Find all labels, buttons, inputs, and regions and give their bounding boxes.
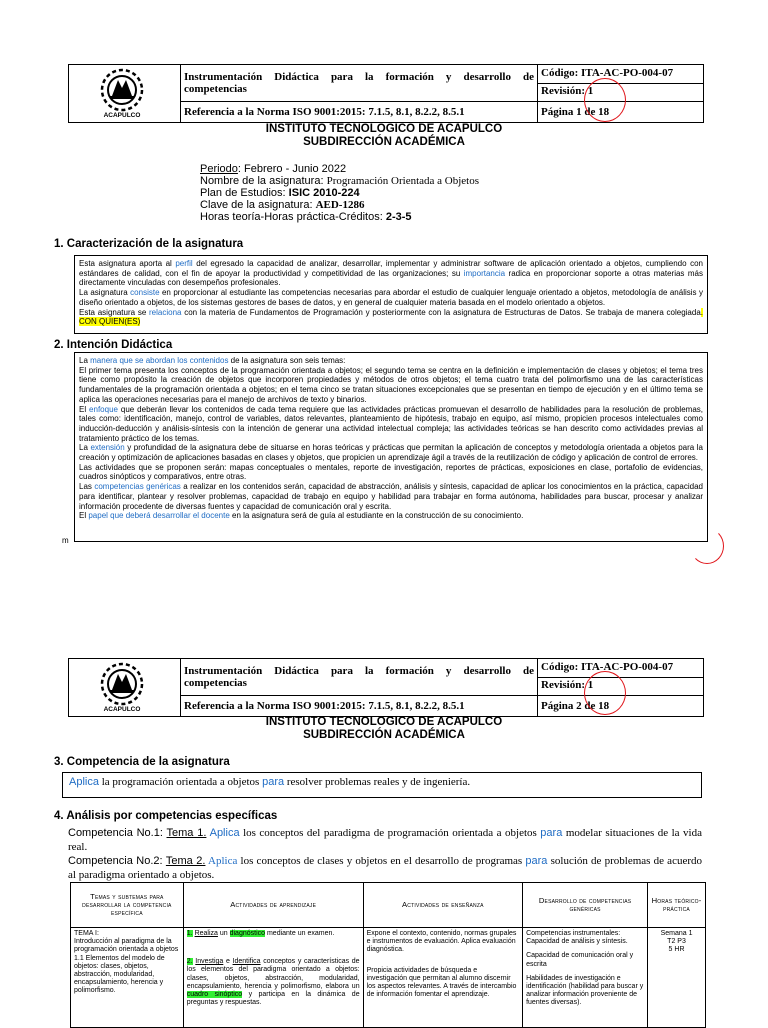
key-label: Clave de la asignatura: xyxy=(200,199,316,211)
competence-text-end: resolver problemas reales y de ingeniería. xyxy=(284,776,471,788)
intent-paragraph-3: El enfoque que deberán llevar los contenidos de cada tema requiere que las actividades prácticas promuevan el desarrollo de habilidades para la resolución de problemas, tales como: identificación, manejo, control de variables, datos relevantes, planteamiento de hipótesis, trabajo en equipo, así mismo, propicien procesos intelectuales como inducción-deducción y análisis-síntesis con la intención de generar una actividad intelectual compleja; las actividades teóricas se han descrito como actividades previas al tratamiento práctico de los temas. xyxy=(79,404,703,443)
subject-line xyxy=(200,175,479,187)
margin-note: m xyxy=(62,536,69,545)
subdirection-name: SUBDIRECCIÓN ACADÉMICA xyxy=(303,136,465,148)
header-hours: Horas teórico-práctica xyxy=(648,883,706,928)
header-topics: Temas y subtemas para desarrollar la competencia específica xyxy=(71,883,184,928)
intent-paragraph-4: La extensión y profundidad de la asignatura debe de situarse en horas teóricas y prácticas que permitan la aplicación de conceptos y metodología orientada a objetos para la creación y optimización de aplicaciones basadas en clases y objetos, que propicien un aprendizaje ágil a través de la reutilización de código y aplicación de control de errores. xyxy=(79,443,703,463)
revision-label: Revisión: 1 xyxy=(541,84,594,97)
logo-cell xyxy=(69,65,181,123)
header-teaching: Actividades de enseñanza xyxy=(363,883,523,928)
hours-line xyxy=(200,211,479,223)
period-label: Periodo xyxy=(200,163,238,175)
subject-value: Programación Orientada a Objetos xyxy=(326,175,479,187)
header-learning: Actividades de aprendizaje xyxy=(183,883,363,928)
page-number: Página 1 de 18 xyxy=(538,101,704,122)
section-2-heading: 2. Intención Didáctica xyxy=(54,339,173,351)
logo-cell-2 xyxy=(69,659,181,717)
intent-paragraph-2: El primer tema presenta los conceptos de la programación orientada a objetos; el segundo tema se centra en la definición e implementación de clases y objetos; el tema tres tiene como propósito la creación de objetos que incorporen propiedades y métodos de otros objetos; el tema cuatro trata del polimorfismo una de las características fundamentales de la programación orientada a objetos; en el tema cinco se tratan situaciones excepcionales que se presentan en tiempo de ejecución y en el último tema se aplica las operaciones necesarias para el manejo de archivos de texto y binarios. xyxy=(79,365,703,404)
revision-label-2: Revisión: 1 xyxy=(541,678,594,691)
period-value: : Febrero - Junio 2022 xyxy=(237,163,347,175)
code-label-2: Código: ITA-AC-PO-004-07 xyxy=(538,660,703,678)
cell-hours: Semana 1 T2 P3 5 HR xyxy=(648,928,706,1028)
section-1-heading: 1. Caracterización de la asignatura xyxy=(54,238,244,250)
norm-reference: Referencia a la Norma ISO 9001:2015: 7.1.5, 8.1, 8.2.2, 8.5.1 xyxy=(181,101,538,122)
char-paragraph-2: La asignatura consiste en proporcionar al estudiante las competencias necesarias para abordar el estudio de cualquier lenguaje orientado a objetos, metodología de análisis y diseño orientado a objetos, de los sistemas gestores de bases de datos, y en general de cualquier materia basada en el modelo orientado a objetos. xyxy=(79,288,703,307)
didactic-intention-box xyxy=(74,352,708,542)
header-generic: Desarrollo de competencias genéricas xyxy=(523,883,648,928)
institute-name-2: INSTITUTO TECNOLOGICO DE ACAPULCO xyxy=(265,716,503,728)
acapulco-logo xyxy=(72,65,172,119)
svg-text:ACAPULCO: ACAPULCO xyxy=(103,706,141,713)
intent-paragraph-7: El papel que deberá desarrollar el docente en la asignatura será de guía al estudiante en la construcción de su conocimiento. xyxy=(79,511,524,521)
institute-title-2 xyxy=(0,716,768,742)
verb-para: para xyxy=(262,776,285,788)
svg-text:ACAPULCO: ACAPULCO xyxy=(103,112,141,119)
competence-analysis-table xyxy=(70,882,706,1028)
section-3-heading: 3. Competencia de la asignatura xyxy=(54,756,230,768)
competence-2: Competencia No.2: Tema 2. Aplica los conceptos de clases y objetos en el desarrollo de programas para solución de problemas de acuerdo al paradigma orientado a objetos. xyxy=(68,855,702,881)
section-4-heading: 4. Análisis por competencias específicas xyxy=(54,810,278,822)
cell-learning: 1. Realiza un diagnóstico mediante un examen. 2. Investiga e Identifica conceptos y características de los elementos del paradigma orientado a objetos: clases, objetos, abstracción, modularidad, encapsulamiento, herencia y polimorfismo, elabora un cuadro sinóptico y participa en la dinámica de preguntas y respuestas. xyxy=(183,928,363,1028)
plan-line xyxy=(200,187,479,199)
hours-label: Horas teoría-Horas práctica-Créditos: xyxy=(200,211,386,223)
char-paragraph-1: Esta asignatura aporta al perfil del egresado la capacidad de analizar, desarrollar, implementar y administrar software de aplicación orientado a objetos, cumpliendo con estándares de calidad, con el fin de apoyar la productividad y competitividad de las organizaciones; su importancia radica en proporcionar soporte a otras materias más directamente vinculadas con desempeños profesionales. xyxy=(79,259,703,288)
intent-paragraph-6: Las competencias genéricas a realizar en los contenidos serán, capacidad de abstracción, análisis y síntesis, capacidad de aplicar los conocimientos en la práctica, capacidad para identificar, plantear y resolver problemas, capacidad de trabajo en equipo y habilidad para trabajar en forma autónoma, habilidades para buscar, procesar y analizar información procedente de diversas fuentes y capacidad de comunicación oral y escrita. xyxy=(79,482,703,511)
verb-aplica: Aplica xyxy=(69,776,99,788)
hours-value: 2-3-5 xyxy=(385,211,412,223)
key-value: AED-1286 xyxy=(315,199,365,211)
key-line xyxy=(200,199,479,211)
norm-reference-2: Referencia a la Norma ISO 9001:2015: 7.1.5, 8.1, 8.2.2, 8.5.1 xyxy=(181,695,538,716)
institute-name: INSTITUTO TECNOLOGICO DE ACAPULCO xyxy=(265,123,503,135)
instrument-title-2: Instrumentación Didáctica para la formación y desarrollo de competencias xyxy=(181,659,538,696)
annotation-arc xyxy=(690,528,724,564)
institute-title xyxy=(0,123,768,149)
course-info xyxy=(200,163,479,223)
acapulco-logo-2 xyxy=(72,659,172,713)
subject-competence-box xyxy=(62,772,702,798)
annotation-circle-2 xyxy=(584,671,626,715)
subject-label: Nombre de la asignatura: xyxy=(200,175,327,187)
intent-paragraph-5: Las actividades que se proponen serán: mapas conceptuales o mentales, reporte de investigación, reportes de prácticas, exposiciones en clase, portafolio de evidencias, cuadros sinópticos y comparativos, entre otras. xyxy=(79,462,703,482)
cell-topics: TEMA I: Introducción al paradigma de la programación orientada a objetos 1.1 Elementos del modelo de objetos: clases, objetos, abstracción, modularidad, encapsulamiento, herencia y polimorfismo. xyxy=(71,928,184,1028)
cell-generic: Competencias instrumentales: Capacidad de análisis y síntesis. Capacidad de comunicación oral y escrita Habilidades de investigación e identificación (habilidad para buscar y analizar información proveniente de fuentes diversas). xyxy=(523,928,648,1028)
code-label: Código: ITA-AC-PO-004-07 xyxy=(538,66,703,84)
characterization-box xyxy=(74,255,708,334)
plan-value: ISIC 2010-224 xyxy=(288,187,360,199)
annotation-circle xyxy=(584,78,626,122)
competence-text: la programación orientada a objetos xyxy=(98,776,263,788)
page-number-2: Página 2 de 18 xyxy=(538,695,704,716)
period-line xyxy=(200,163,479,175)
subdirection-name-2: SUBDIRECCIÓN ACADÉMICA xyxy=(303,729,465,741)
highlight-con-quien: . CON QUIEN(ES) xyxy=(79,307,704,327)
cell-teaching: Expone el contexto, contenido, normas grupales e instrumentos de evaluación. Aplica evaluación diagnóstica. Propicia actividades de búsqueda e investigación que permitan al alumno discernir los aspectos relevantes. A través de intercambio de información fomentar el aprendizaje. xyxy=(363,928,523,1028)
intent-paragraph-1: La manera que se abordan los contenidos de la asignatura son seis temas: xyxy=(79,356,346,365)
plan-label: Plan de Estudios: xyxy=(200,187,289,199)
competence-1: Competencia No.1: Tema 1. Aplica los conceptos del paradigma de programación orientada a objetos para modelar situaciones de la vida real. xyxy=(68,827,702,853)
char-paragraph-3: Esta asignatura se relaciona con la materia de Fundamentos de Programación y posteriormente con la asignatura de Estructuras de Datos. Se trabaja de manera colegiada. CON QUIEN(ES) xyxy=(79,307,704,327)
instrument-title: Instrumentación Didáctica para la formación y desarrollo de competencias xyxy=(181,65,538,102)
